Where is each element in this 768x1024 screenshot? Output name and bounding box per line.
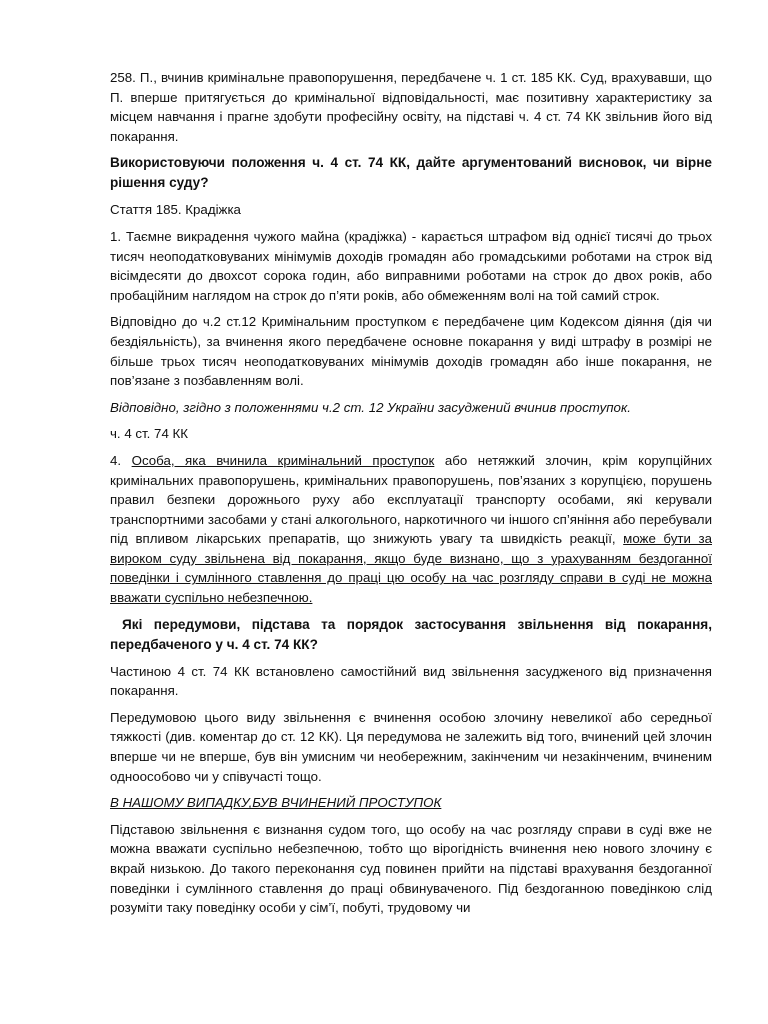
- article-74-underline-2: може бути за вироком суду звільнена від покарання, якщо буде визнано, що з урахуванням бездоганної поведінки і сумлінного ставлення до праці цю особу на час розгляду справи в суді не можна вважати суспільно небезпечною.: [110, 531, 712, 606]
- part-4-paragraph: Частиною 4 ст. 74 КК встановлено самостійний вид звільнення засудженого від призначення покарання.: [110, 663, 712, 699]
- question-1-heading: Використовуючи положення ч. 4 ст. 74 КК, дайте аргументований висновок, чи вірне рішення суду?: [110, 155, 712, 191]
- article-12-paragraph: Відповідно до ч.2 ст.12 Кримінальним проступком є передбачене цим Кодексом діяння (дія чи бездіяльність), за вчинення якого передбачене основне покарання у виді штрафу в розмірі не більше трьох тисяч неоподатковуваних мінімумів доходів громадян або інше покарання, не пов’язане з позбавленням волі.: [110, 314, 712, 389]
- article-74-prefix: 4.: [110, 452, 132, 468]
- question-2-heading: Які передумови, підстава та порядок застосування звільнення від покарання, передбаченого у ч. 4 ст. 74 КК?: [110, 616, 712, 652]
- basis-paragraph: Підставою звільнення є визнання судом того, що особу на час розгляду справи в суді вже не можна вважати суспільно небезпечною, тобто що вірогідність вчинення нею нового злочину є вкрай низькою. До такого переконання суд повинен прийти на підставі врахування бездоганної поведінки і сумлінного ставлення до праці обвинуваченого. Під бездоганною поведінкою слід розуміти таку поведінку особи у сім’ї, побуті, трудовому чи: [110, 821, 712, 916]
- article-74-middle: або нетяжкий злочин, крім корупційних кримінальних правопорушень, кримінальних правопорушень, пов’язаних з корупцією, порушень правил безпеки дорожнього руху або експлуатації транспорту особами, які керували транспортними засобами у стані алкогольного, наркотичного чи іншого сп’яніння або перебували під впливом лікарських препаратів, що знижують увагу та швидкість реакції,: [110, 452, 712, 547]
- article-74-text: [110, 451, 712, 608]
- article-74-reference: ч. 4 ст. 74 КК: [110, 426, 189, 442]
- precondition-paragraph: Передумовою цього виду звільнення є вчинення особою злочину невеликої або середньої тяжкості (див. коментар до ст. 12 КК). Ця передумова не залежить від того, вчинений цей злочин вперше чи не вперше, був він умисним чи необережним, закінченим чи незакінченим, вчиненим одноособово чи у співучасті тощо.: [110, 709, 712, 784]
- article-185-text: 1. Таємне викрадення чужого майна (крадіжка) - карається штрафом від однієї тисячі до трьох тисяч неоподатковуваних мінімумів доходів громадян або громадськими роботами на строк від вісімдесяти до двохсот сорока годин, або виправними роботами на строк до двох років, або пробаційним наглядом на строк до п’яти років, або обмеженням волі на той самий строк.: [110, 228, 712, 303]
- conclusion-paragraph: Відповідно, згідно з положеннями ч.2 ст. 12 України засуджений вчинив проступок.: [110, 399, 631, 415]
- article-74-underline-1: Особа, яка вчинила кримінальний проступок: [131, 452, 435, 468]
- our-case-note: В НАШОМУ ВИПАДКУ,БУВ ВЧИНЕНИЙ ПРОСТУПОК: [110, 795, 442, 811]
- article-title: Стаття 185. Крадіжка: [110, 202, 241, 218]
- document-page: [110, 68, 712, 925]
- task-paragraph: 258. П., вчинив кримінальне правопорушення, передбачене ч. 1 ст. 185 КК. Суд, врахувавши, що П. вперше притягується до кримінальної відповідальності, має позитивну характеристику за місцем навчання і прагне здобути професійну освіту, на підставі ч. 4 ст. 74 КК звільнив його від покарання.: [110, 70, 712, 144]
